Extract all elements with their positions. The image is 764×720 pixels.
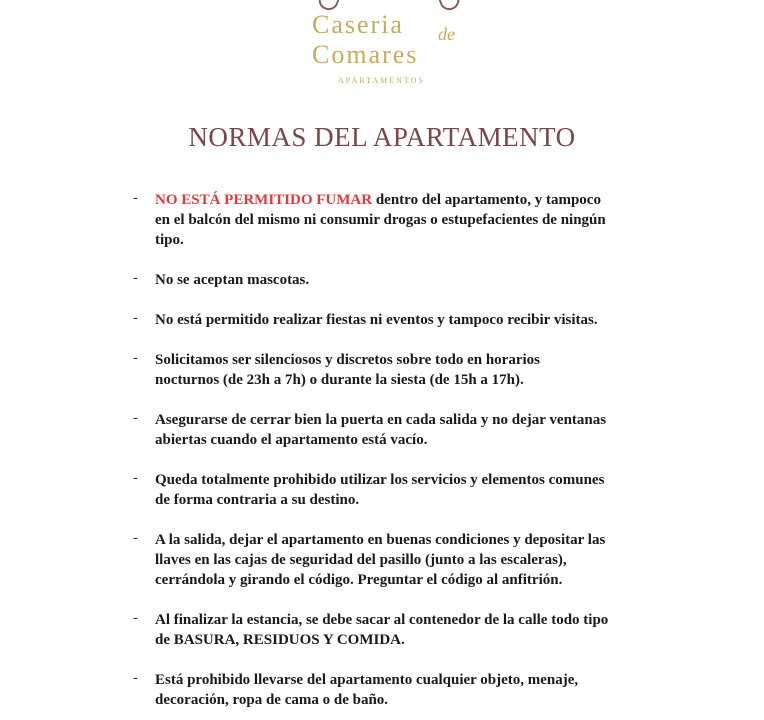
rule-bullet: - <box>133 310 138 326</box>
rule-line: de BASURA, RESIDUOS Y COMIDA. <box>155 632 405 648</box>
rule-line: A la salida, dejar el apartamento en buenas condiciones y depositar las <box>155 532 606 548</box>
rule-line: Queda totalmente prohibido utilizar los servicios y elementos comunes <box>155 472 605 488</box>
rule-line: decoración, ropa de cama o de baño. <box>155 692 389 708</box>
logo-subtitle: APARTAMENTOS <box>338 76 425 85</box>
rule-line: No se aceptan mascotas. <box>155 272 310 288</box>
rule-line: Al finalizar la estancia, se debe sacar al contenedor de la calle todo tipo <box>155 612 609 628</box>
rule-highlight: NO ESTÁ PERMITIDO FUMAR <box>155 192 373 208</box>
rule-line: cerrándola y girando el código. Preguntar el código al anfitrión. <box>155 572 563 588</box>
rule-line: en el balcón del mismo ni consumir drogas o estupefacientes de ningún <box>155 212 606 228</box>
rule-text <box>155 350 665 390</box>
rule-line: Está prohibido llevarse del apartamento cualquier objeto, menaje, <box>155 672 579 688</box>
rule-line: de forma contraria a su destino. <box>155 492 360 508</box>
logo-word-caseria: Caseria <box>312 10 404 39</box>
rule-bullet: - <box>133 670 138 686</box>
rule-text <box>155 470 665 510</box>
rule-text <box>155 190 665 250</box>
rule-line: No está permitido realizar fiestas ni eventos y tampoco recibir visitas. <box>155 312 598 328</box>
page-title: NORMAS DEL APARTAMENTO <box>188 122 576 152</box>
rule-bullet: - <box>133 270 138 286</box>
rule-bullet: - <box>133 530 138 546</box>
logo-word-de: de <box>438 24 455 44</box>
rule-bullet: - <box>133 470 138 486</box>
rule-text <box>155 530 665 590</box>
rule-line: dentro del apartamento, y tampoco <box>372 192 601 208</box>
rule-line: abiertas cuando el apartamento está vacío. <box>155 432 428 448</box>
rule-bullet: - <box>133 190 138 206</box>
rule-text <box>155 270 665 290</box>
rule-line: Solicitamos ser silenciosos y discretos sobre todo en horarios <box>155 352 540 368</box>
rule-bullet: - <box>133 610 138 626</box>
rule-text <box>155 410 665 450</box>
rule-text <box>155 670 665 710</box>
rule-text <box>155 310 665 330</box>
rule-line: nocturnos (de 23h a 7h) o durante la siesta (de 15h a 17h). <box>155 372 524 388</box>
logo-word-comares: Comares <box>312 40 419 69</box>
rule-line: tipo. <box>155 232 184 248</box>
rule-text <box>155 610 665 650</box>
rule-line: llaves en las cajas de seguridad del pasillo (junto a las escaleras), <box>155 552 567 568</box>
rule-bullet: - <box>133 350 138 366</box>
rule-line: Asegurarse de cerrar bien la puerta en cada salida y no dejar ventanas <box>155 412 607 428</box>
rule-bullet: - <box>133 410 138 426</box>
